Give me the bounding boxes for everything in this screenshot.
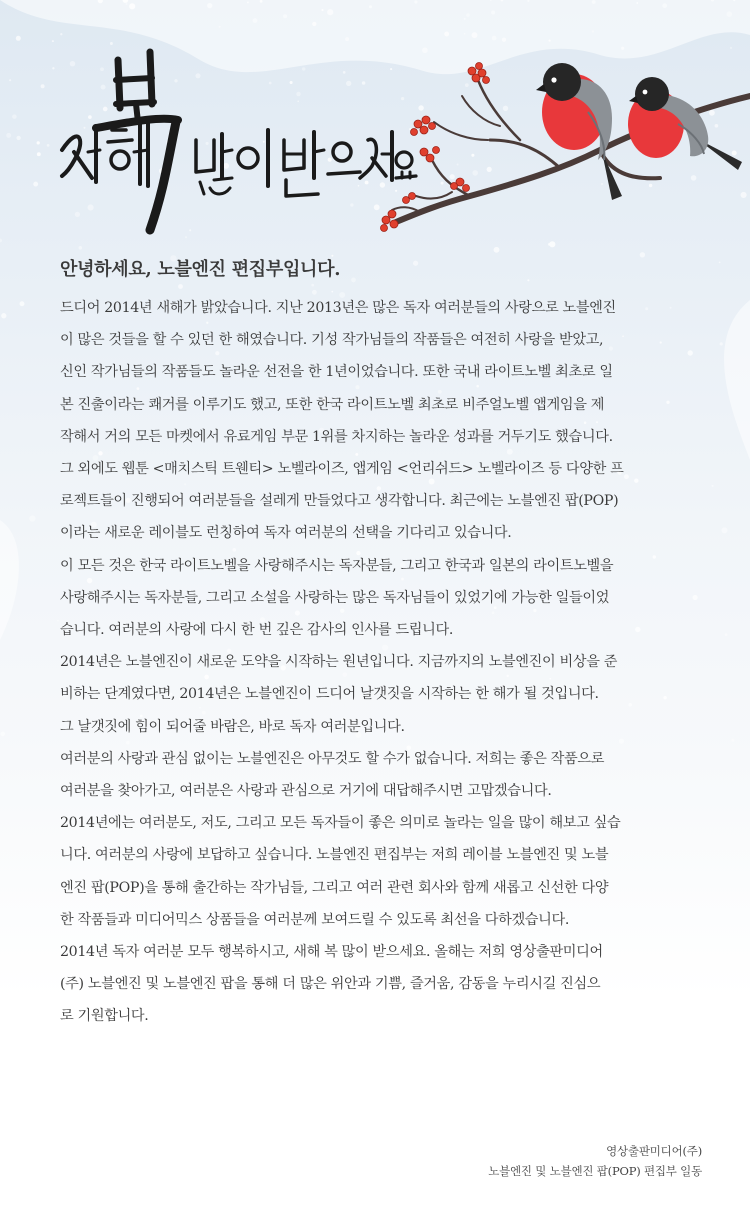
letter-line: (주) 노블엔진 및 노블엔진 팝을 통해 더 많은 위안과 기쁨, 즐거움, 감동을 누리시길 진심으 <box>60 976 601 993</box>
letter-line: 2014년은 노블엔진이 새로운 도약을 시작하는 원년입니다. 지금까지의 노블엔진이 비상을 준 <box>60 654 618 671</box>
letter-line: 드디어 2014년 새해가 밝았습니다. 지난 2013년은 많은 독자 여러분들의 사랑으로 노블엔진 <box>60 300 616 316</box>
letter-line: 로 기원합니다. <box>60 1008 149 1025</box>
letter-line: 여러분을 찾아가고, 여러분은 사랑과 관심으로 거기에 대답해주시면 고맙겠습니다. <box>60 783 552 800</box>
signature-company: 영상출판미디어(주) <box>606 1144 702 1158</box>
letter-line: 니다. 여러분의 사랑에 보답하고 싶습니다. 노블엔진 편집부는 저희 레이블 노블엔진 및 노블 <box>60 847 609 864</box>
letter-line: 이라는 새로운 레이블도 런칭하여 독자 여러분의 선택을 기다리고 있습니다. <box>60 525 512 542</box>
letter-body <box>60 256 700 1033</box>
letter-line: 엔진 팝(POP)을 통해 출간하는 작가님들, 그리고 여러 관련 회사와 함께 새롭고 신선한 다양 <box>60 879 609 896</box>
letter-line: 습니다. 여러분의 사랑에 다시 한 번 깊은 감사의 인사를 드립니다. <box>60 622 453 639</box>
letter-line: 비하는 단계였다면, 2014년은 노블엔진이 드디어 날갯짓을 시작하는 한 해가 될 것입니다. <box>60 686 599 703</box>
bullfinch-bird-left <box>536 63 622 200</box>
letter-line: 로젝트들이 진행되어 여러분들을 설레게 만들었다고 생각합니다. 최근에는 노블엔진 팝(POP) <box>60 493 619 510</box>
letter-text <box>60 292 700 1033</box>
bullfinch-bird-right <box>628 77 742 170</box>
letter-line: 2014년 독자 여러분 모두 행복하시고, 새해 복 많이 받으세요. 올해는 저희 영상출판미디어 <box>60 944 603 961</box>
letter-line: 한 작품들과 미디어믹스 상품들을 여러분께 보여드릴 수 있도록 최선을 다하겠습니다. <box>60 911 570 928</box>
letter-line: 작해서 거의 모든 마켓에서 유료게임 부문 1위를 차지하는 놀라운 성과를 거두기도 했습니다. <box>60 428 613 445</box>
calligraphy-title <box>62 52 416 230</box>
letter-line: 신인 작가님들의 작품들도 놀라운 선전을 한 1년이었습니다. 또한 국내 라이트노벨 최초로 일 <box>60 364 613 381</box>
letter-line: 그 외에도 웹툰 <매치스틱 트웬티> 노벨라이즈, 앱게임 <언리쉬드> 노벨라이즈 등 다양한 프 <box>60 461 624 478</box>
letter-line: 이 많은 것들을 할 수 있던 한 해였습니다. 기성 작가님들의 작품들은 여전히 사랑을 받았고, <box>60 332 604 349</box>
letter-line: 사랑해주시는 독자분들, 그리고 소설을 사랑하는 많은 독자님들이 있었기에 가능한 일들이었 <box>60 589 610 606</box>
header-illustration <box>0 0 750 250</box>
letter-line: 2014년에는 여러분도, 저도, 그리고 모든 독자들이 좋은 의미로 놀라는 일을 많이 해보고 싶습 <box>60 815 621 832</box>
letter-line: 그 날갯짓에 힘이 되어줄 바람은, 바로 독자 여러분입니다. <box>60 718 405 735</box>
greeting-heading: 안녕하세요, 노블엔진 편집부입니다. <box>60 259 341 280</box>
letter-line: 이 모든 것은 한국 라이트노벨을 사랑해주시는 독자분들, 그리고 한국과 일본의 라이트노벨을 <box>60 557 614 574</box>
signature <box>488 1141 702 1181</box>
signature-team: 노블엔진 및 노블엔진 팝(POP) 편집부 일동 <box>488 1164 702 1178</box>
letter-line: 여러분의 사랑과 관심 없이는 노블엔진은 아무것도 할 수가 없습니다. 저희는 좋은 작품으로 <box>60 750 605 767</box>
letter-line: 본 진출이라는 쾌거를 이루기도 했고, 또한 한국 라이트노벨 최초로 비주얼노벨 앱게임을 제 <box>60 396 605 413</box>
